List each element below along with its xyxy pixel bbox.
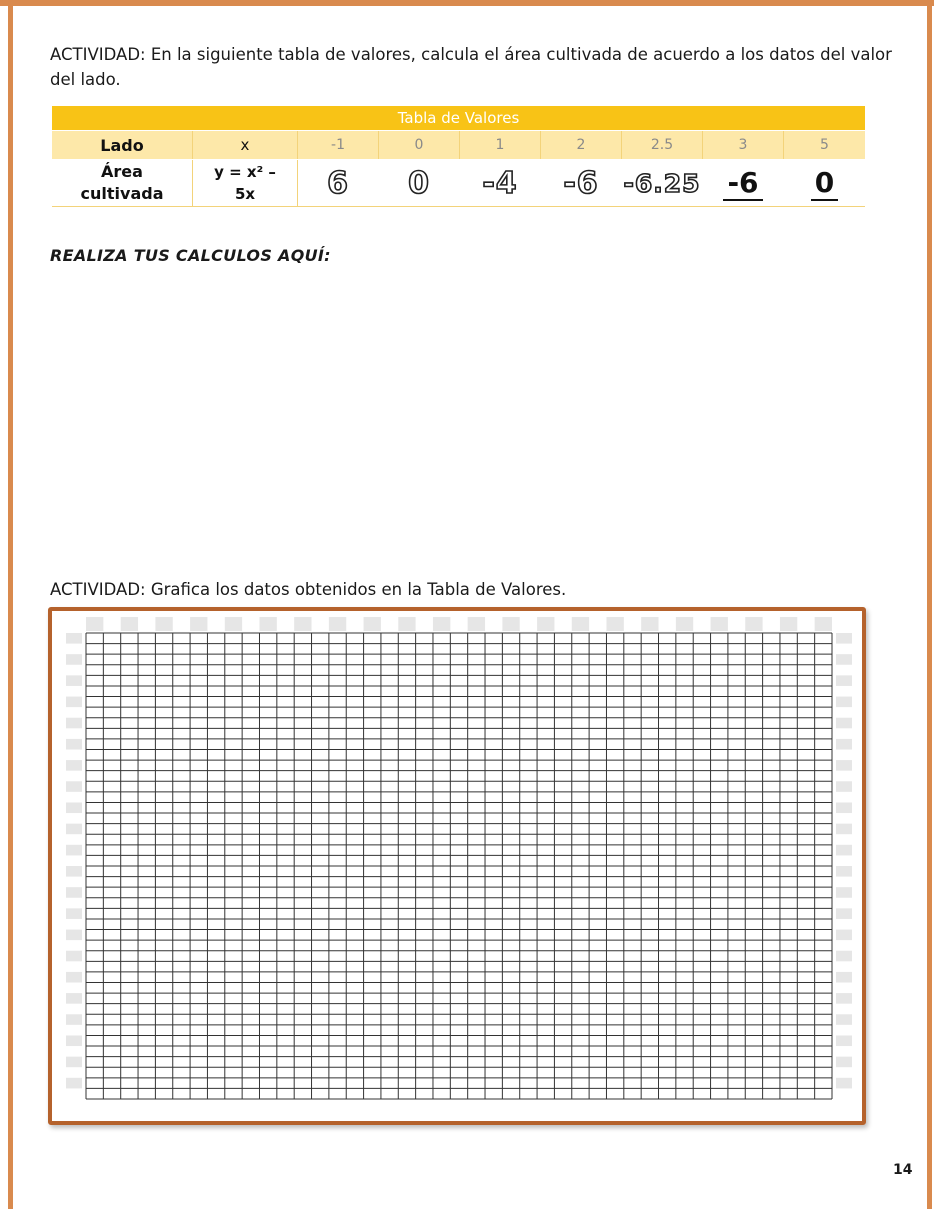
graph-paper[interactable] [48, 607, 866, 1125]
page-frame-top [0, 0, 934, 6]
activity-instruction-2: ACTIVIDAD: Grafica los datos obtenidos en la Tabla de Valores. [50, 580, 567, 599]
values-table [52, 106, 865, 206]
formula-line2: 5x [234, 185, 256, 203]
lado-label: Lado [100, 135, 144, 155]
area-label-line1: Área [101, 162, 143, 181]
x-value: 1 [495, 137, 505, 153]
activity-instruction-1: ACTIVIDAD: En la siguiente tabla de valores, calcula el área cultivada de acuerdo a los datos del valor del lado. [50, 45, 892, 89]
handwritten-answer: -6.25 [623, 168, 701, 198]
handwritten-answer: 0 [408, 165, 430, 201]
handwritten-answer: 0 [784, 160, 865, 206]
page-frame-left [8, 0, 13, 1209]
table-title: Tabla de Valores [52, 106, 865, 130]
handwritten-answer: -6 [703, 160, 783, 206]
page-number: 14 [893, 1162, 913, 1178]
calculations-heading: REALIZA TUS CALCULOS AQUÍ: [50, 246, 331, 265]
x-value: 5 [820, 137, 829, 153]
x-value: 2.5 [650, 137, 674, 153]
table-row-area [52, 160, 865, 207]
x-value: -1 [331, 137, 345, 153]
handwritten-answer: -6 [563, 165, 599, 201]
x-value: 2 [576, 137, 586, 153]
area-label [52, 160, 192, 206]
x-value: 3 [738, 137, 748, 153]
formula-line1: y = x² – [214, 163, 276, 181]
x-value: 0 [414, 137, 424, 153]
grid-lines [52, 611, 862, 1121]
table-row-lado [52, 131, 865, 159]
handwritten-answer: -4 [482, 165, 518, 201]
page-frame-right [927, 0, 932, 1209]
handwritten-answer: 6 [327, 165, 349, 201]
x-label: x [240, 136, 250, 154]
formula [193, 160, 297, 206]
area-label-line2: cultivada [80, 184, 164, 203]
